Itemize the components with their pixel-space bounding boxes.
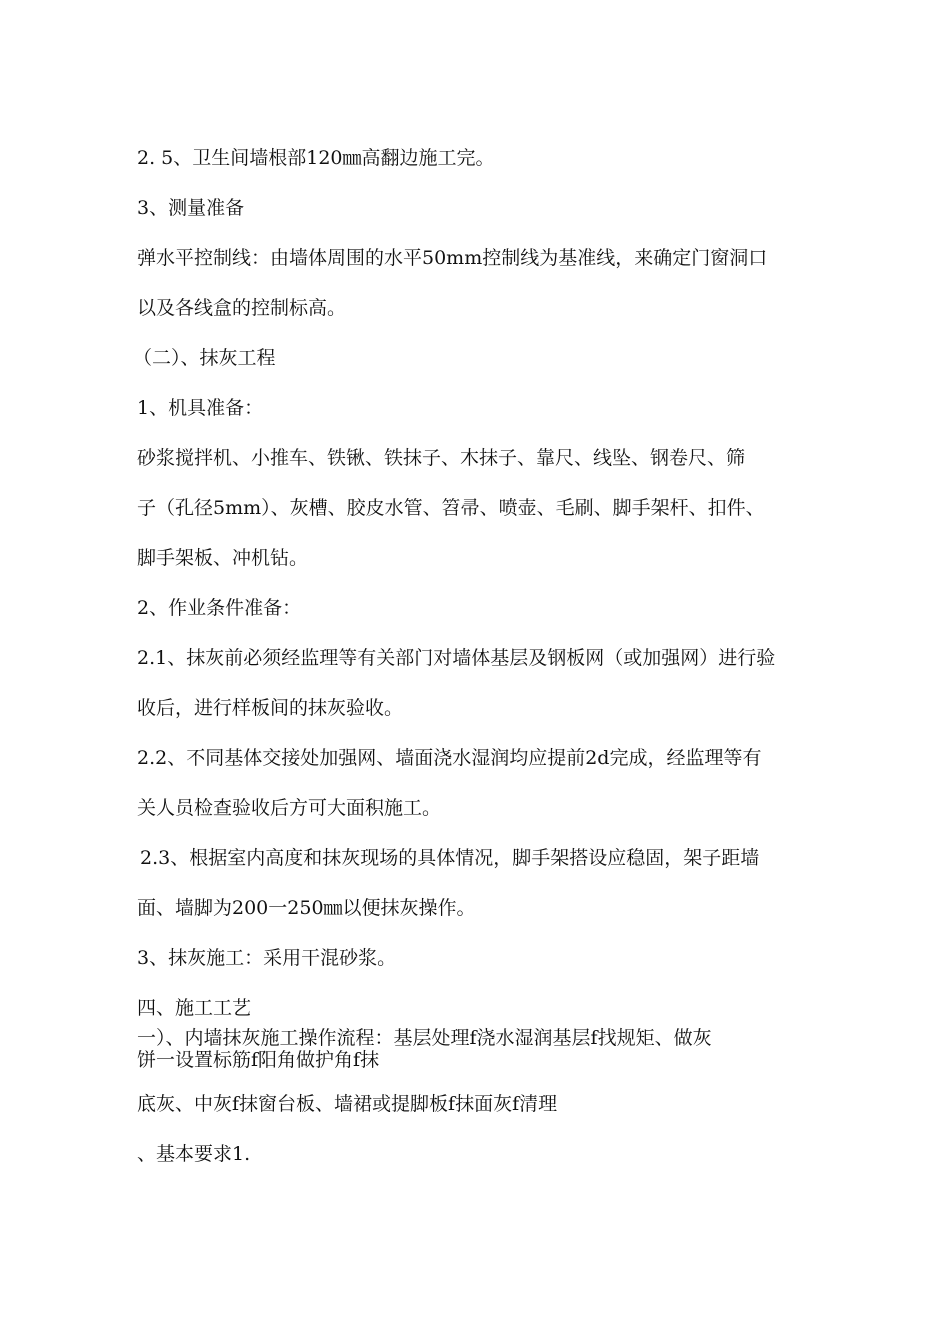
text-line-4: 以及各线盒的控制标高。 bbox=[137, 297, 347, 319]
text-line-21: 底灰、中灰f抹窗台板、墙裙或提脚板f抹面灰f清理 bbox=[137, 1093, 558, 1115]
text-line-16: 面、墙脚为200一250㎜以便抹灰操作。 bbox=[137, 897, 476, 919]
text-line-19: 一）、内墙抹灰施工操作流程：基层处理f浇水湿润基层f找规矩、做灰 bbox=[137, 1027, 712, 1049]
text-line-7: 砂浆搅拌机、小推车、铁锹、铁抹子、木抹子、靠尺、线坠、钢卷尺、筛 bbox=[137, 447, 746, 469]
text-line-22: 、基本要求1. bbox=[137, 1143, 251, 1165]
heading-plastering-construction: 3、抹灰施工：采用干混砂浆。 bbox=[137, 947, 397, 969]
text-line-14: 关人员检查验收后方可大面积施工。 bbox=[137, 797, 442, 819]
heading-equipment-prep: 1、机具准备： bbox=[137, 397, 264, 419]
text-line-11: 2.1、抹灰前必须经监理等有关部门对墙体基层及钢板网（或加强网）进行验 bbox=[137, 647, 776, 669]
text-line-3: 弹水平控制线：由墙体周围的水平50mm控制线为基准线，来确定门窗洞口 bbox=[137, 247, 768, 269]
text-line-9: 脚手架板、冲机钻。 bbox=[137, 547, 309, 569]
heading-work-conditions: 2、作业条件准备： bbox=[137, 597, 302, 619]
text-line-1: 2. 5、卫生间墙根部120㎜高翻边施工完。 bbox=[137, 147, 495, 169]
heading-measurement-prep: 3、测量准备 bbox=[137, 197, 245, 219]
text-line-15: 2.3、根据室内高度和抹灰现场的具体情况，脚手架搭设应稳固，架子距墙 bbox=[140, 847, 760, 869]
text-line-13: 2.2、不同基体交接处加强网、墙面浇水湿润均应提前2d完成，经监理等有 bbox=[137, 747, 762, 769]
text-line-12: 收后，进行样板间的抹灰验收。 bbox=[137, 697, 404, 719]
text-line-8: 子（孔径5mm）、灰槽、胶皮水管、笤帚、喷壶、毛刷、脚手架杆、扣件、 bbox=[137, 497, 765, 519]
heading-plastering-works: （二）、抹灰工程 bbox=[133, 347, 276, 369]
text-line-20: 饼一设置标筋f阳角做护角f抹 bbox=[137, 1049, 380, 1071]
heading-construction-process: 四、施工工艺 bbox=[137, 997, 252, 1019]
